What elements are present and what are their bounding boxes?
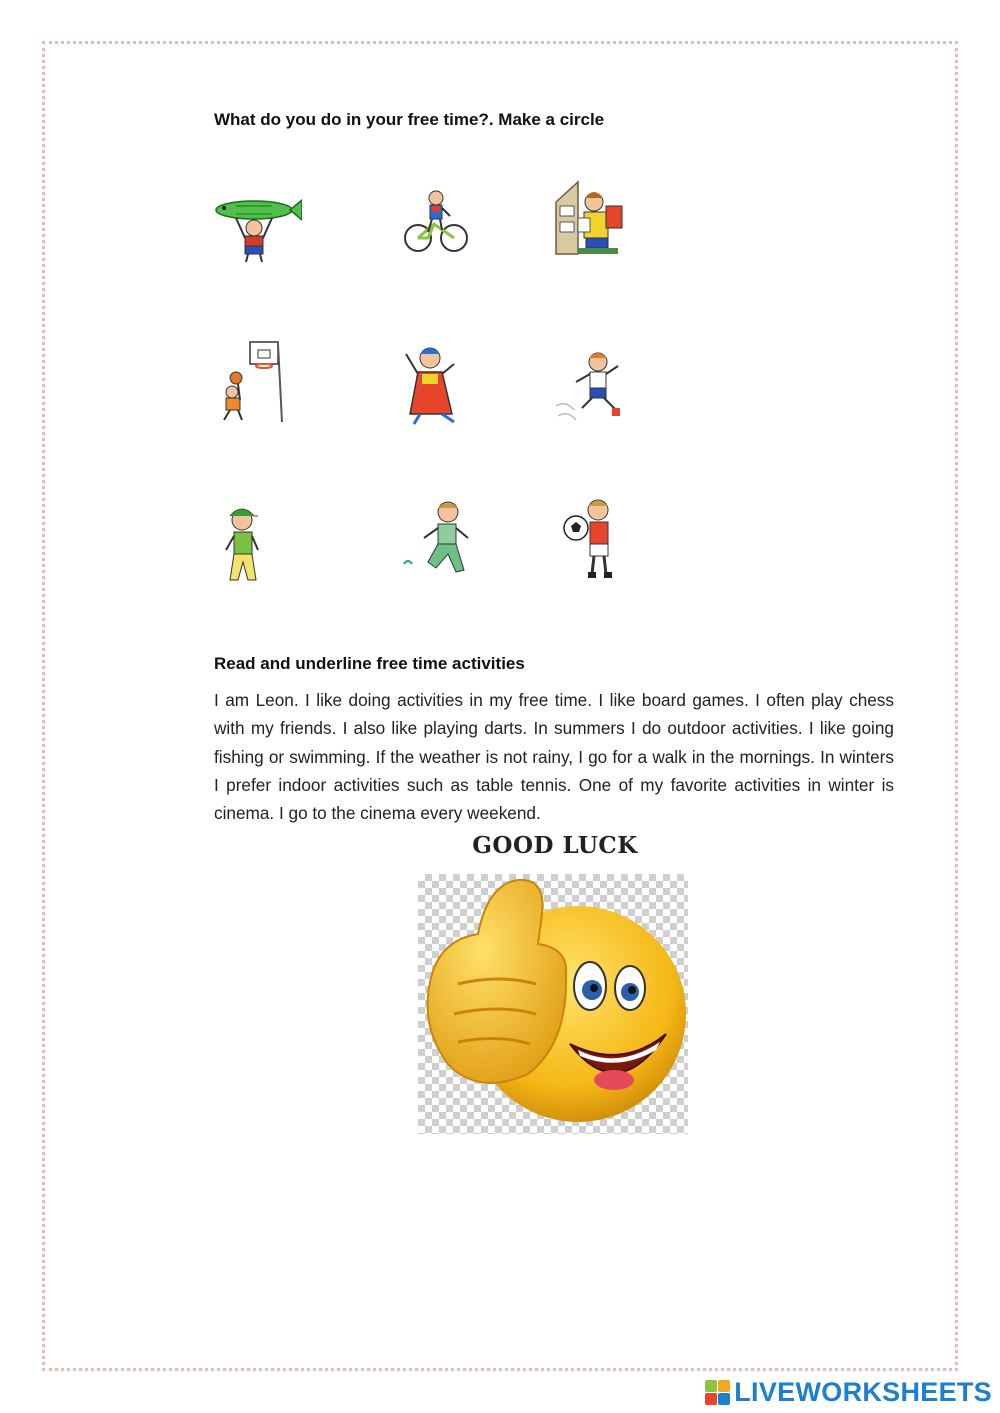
cycling-icon[interactable] — [388, 176, 478, 268]
jumping-icon[interactable] — [552, 346, 642, 438]
thumbs-up-emoji-icon — [418, 874, 688, 1134]
question-2-heading: Read and underline free time activities — [214, 654, 525, 673]
walking-icon[interactable] — [212, 500, 302, 592]
liveworksheets-brand[interactable] — [705, 1377, 992, 1407]
fishing-icon[interactable] — [212, 172, 302, 264]
liveworksheets-logo-icon — [705, 1380, 730, 1405]
ice-skating-icon[interactable] — [388, 338, 478, 430]
football-icon[interactable] — [554, 494, 644, 586]
reading-icon[interactable] — [548, 172, 638, 264]
running-icon[interactable] — [398, 494, 488, 586]
basketball-icon[interactable] — [212, 334, 302, 426]
good-luck-heading: GOOD LUCK — [472, 832, 638, 859]
question-1-heading: What do you do in your free time?. Make a circle — [214, 110, 605, 129]
brand-name: LIVEWORKSHEETS — [734, 1376, 992, 1407]
reading-passage[interactable]: I am Leon. I like doing activities in my free time. I like board games. I often play chess with my friends. I also like playing darts. In summers I do outdoor activities. I like going fishing or swimming. If the weather is not rainy, I go for a walk in the mornings. In winters I prefer indoor activities such as table tennis. One of my favorite activities in winter is cinema. I go to the cinema every weekend. — [214, 690, 894, 824]
